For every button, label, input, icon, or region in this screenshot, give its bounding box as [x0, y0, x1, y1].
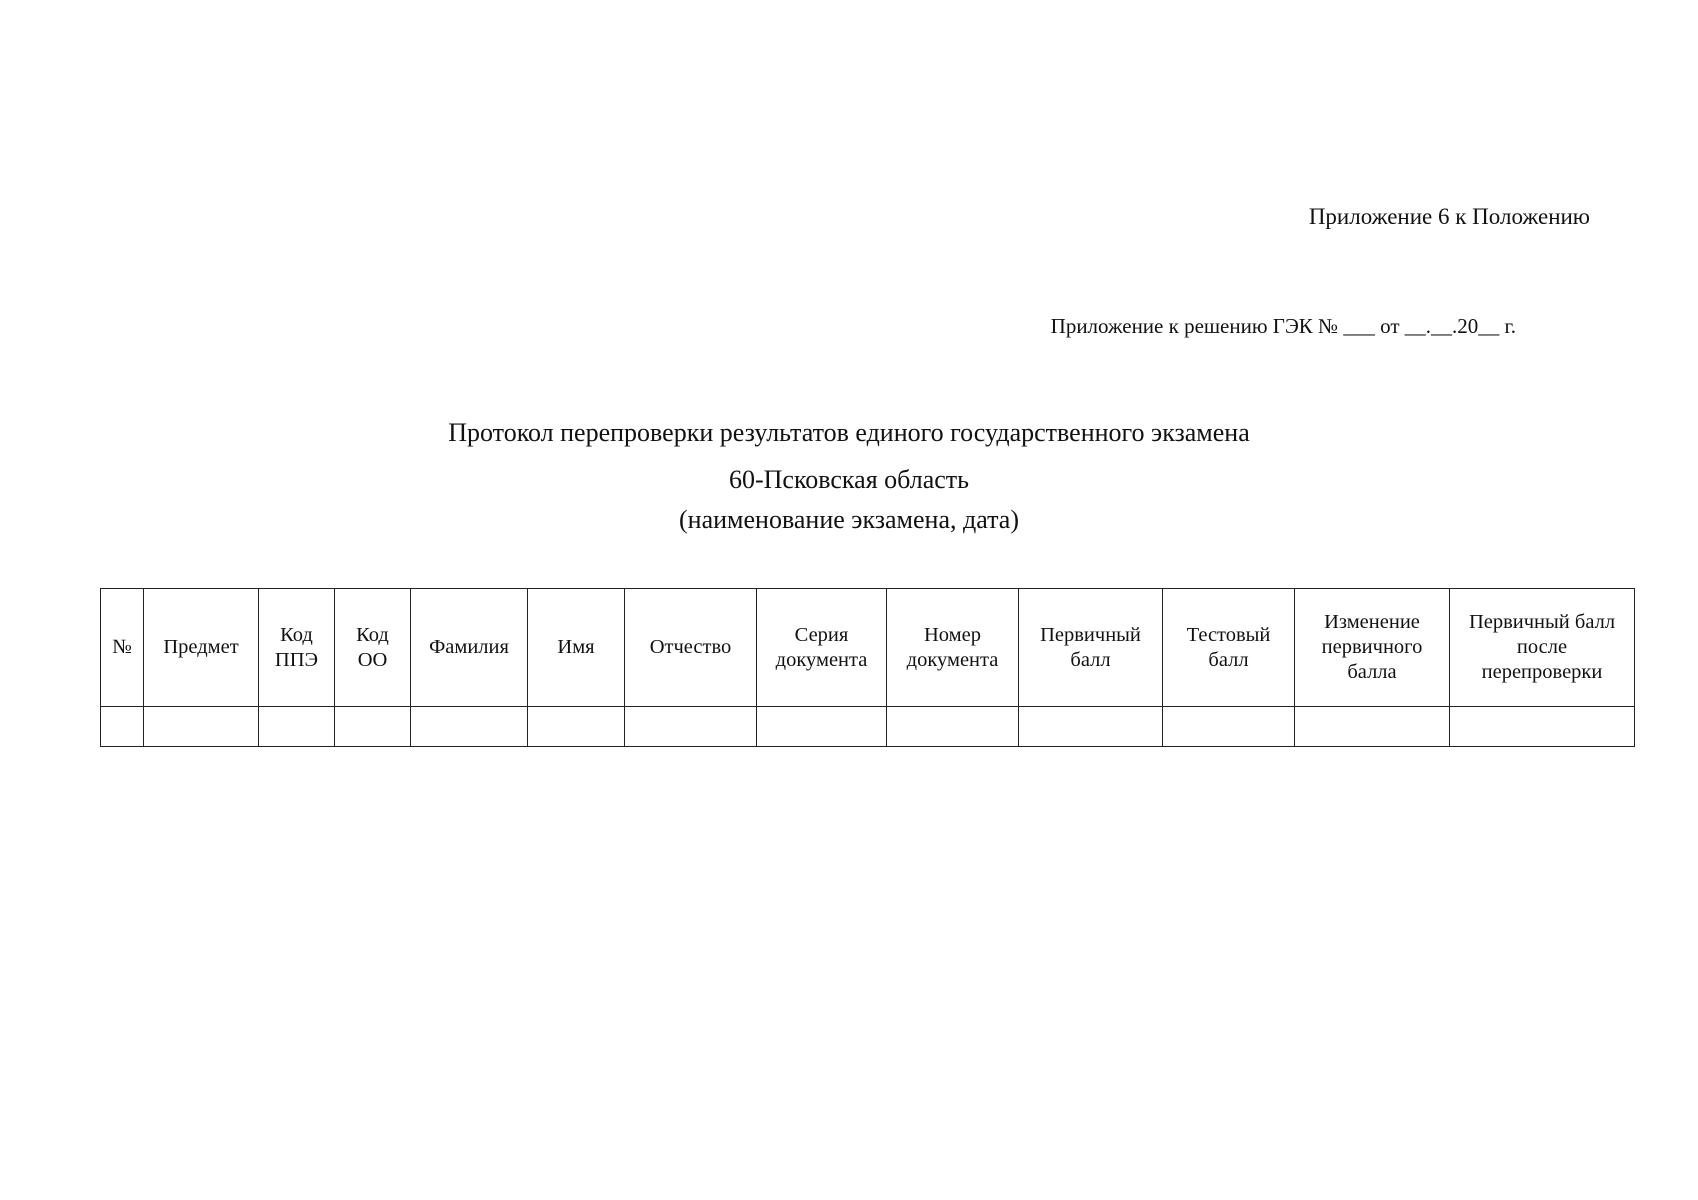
column-header: Имя [528, 589, 625, 707]
table-cell [625, 707, 757, 747]
table-cell [1163, 707, 1295, 747]
table-cell [335, 707, 411, 747]
table-cell [1450, 707, 1635, 747]
table-cell [887, 707, 1019, 747]
exam-subtitle: (наименование экзамена, дата) [679, 505, 1019, 534]
table-header-row [101, 589, 1635, 707]
table-cell [1295, 707, 1450, 747]
table-cell [144, 707, 259, 747]
column-header: Первичный балл после перепроверки [1450, 589, 1635, 707]
column-header: Первичный балл [1019, 589, 1163, 707]
table-cell [757, 707, 887, 747]
column-header: Серия документа [757, 589, 887, 707]
column-header: Изменение первичного балла [1295, 589, 1450, 707]
column-header: Номер документа [887, 589, 1019, 707]
column-header: Предмет [144, 589, 259, 707]
region-title: 60-Псковская область [728, 465, 970, 494]
column-header: Код ОО [335, 589, 411, 707]
table-cell [1019, 707, 1163, 747]
protocol-title: Протокол перепроверки результатов единого государственного экзамена [448, 418, 1250, 447]
protocol-table [100, 588, 1635, 747]
decision-reference: Приложение к решению ГЭК № ___ от __.__.20__ г. [1050, 314, 1516, 338]
column-header: Тестовый балл [1163, 589, 1295, 707]
table-cell [259, 707, 335, 747]
table-cell [528, 707, 625, 747]
column-header: Фамилия [411, 589, 528, 707]
column-header: Код ППЭ [259, 589, 335, 707]
column-header: Отчество [625, 589, 757, 707]
annex-label: Приложение 6 к Положению [1308, 204, 1590, 229]
table-cell [101, 707, 144, 747]
table-cell [411, 707, 528, 747]
table-row [101, 707, 1635, 747]
column-header: № [101, 589, 144, 707]
